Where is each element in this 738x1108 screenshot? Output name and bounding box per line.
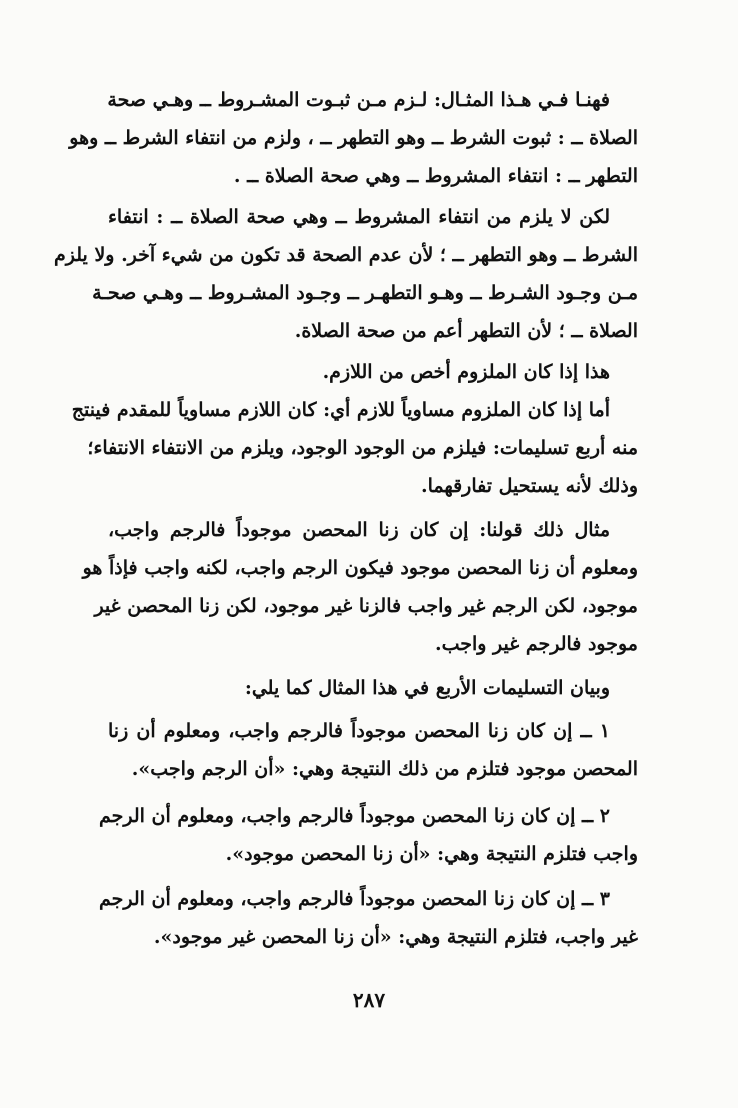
text-line: وذلك لأنه يستحيل تفارقهما. [420,475,638,497]
text-line: مثال ذلك قولنا: إن كان زنا المحصن موجوداً فالرجم واجب، [108,519,610,541]
paragraph-2 [54,198,638,350]
text-line: ٢ ــ إن كان زنا المحصن موجوداً فالرجم واجب، ومعلوم أن الرجم [98,805,610,827]
text-line: موجود فالرجم غير واجب. [434,633,638,655]
text-line: مـن وجـود الشـرط ــ وهـو التطهـر ــ وجـود المشـروط ــ وهـي صحـة [92,282,638,304]
text-line: الشرط ــ وهو التطهر ــ ؛ لأن عدم الصحة قد تكون من شيء آخر. ولا يلزم [54,244,638,266]
text-line: منه أربع تسليمات: فيلزم من الوجود الوجود، ويلزم من الانتفاء الانتفاء؛ [87,437,638,459]
list-item-1 [108,712,638,788]
text-line: الصلاة ــ ؛ لأن التطهر أعم من صحة الصلاة. [294,320,638,342]
text-line: لكن لا يلزم من انتفاء المشروط ــ وهي صحة الصلاة ــ : انتفاء [108,206,610,228]
text-line: واجب فتلزم النتيجة وهي: «أن زنا المحصن موجود». [225,843,638,865]
text-line: ٣ ــ إن كان زنا المحصن موجوداً فالرجم واجب، ومعلوم أن الرجم [98,888,610,910]
text-line: ومعلوم أن زنا المحصن موجود فيكون الرجم واجب، لكنه واجب فإذاً هو [82,557,638,579]
text-line: أما إذا كان الملزوم مساوياً للازم أي: كان اللازم مساوياً للمقدم فينتج [71,399,610,421]
paragraph-5 [82,511,638,663]
text-line: المحصن موجود فتلزم من ذلك النتيجة وهي: «أن الرجم واجب». [131,758,638,780]
list-item-2 [98,797,638,873]
text-line: موجود، لكن الرجم غير واجب فالزنا غير موجود، لكن زنا المحصن غير [94,595,638,617]
list-item-3 [98,880,638,956]
text-line: التطهر ــ : انتفاء المشروط ــ وهي صحة الصلاة ــ . [233,165,638,187]
paragraph-6 [108,669,638,707]
text-line: غير واجب، فتلزم النتيجة وهي: «أن زنا المحصن غير موجود». [153,926,638,948]
text-line: فهنـا فـي هـذا المثـال: لـزم مـن ثبـوت المشـروط ــ وهـي صحة [107,89,610,111]
text-line: الصلاة ــ : ثبوت الشرط ــ وهو التطهر ــ ، ولزم من انتفاء الشرط ــ وهو [69,127,638,149]
text-line: وبيان التسليمات الأربع في هذا المثال كما يلي: [244,677,610,699]
paragraph-4 [71,391,638,505]
text-line: ١ ــ إن كان زنا المحصن موجوداً فالرجم واجب، ومعلوم أن زنا [108,720,610,742]
text-line: هذا إذا كان الملزوم أخص من اللازم. [322,361,610,383]
paragraph-3 [108,353,638,391]
page-number: ٢٨٧ [352,988,386,1012]
paragraph-1 [69,81,638,195]
